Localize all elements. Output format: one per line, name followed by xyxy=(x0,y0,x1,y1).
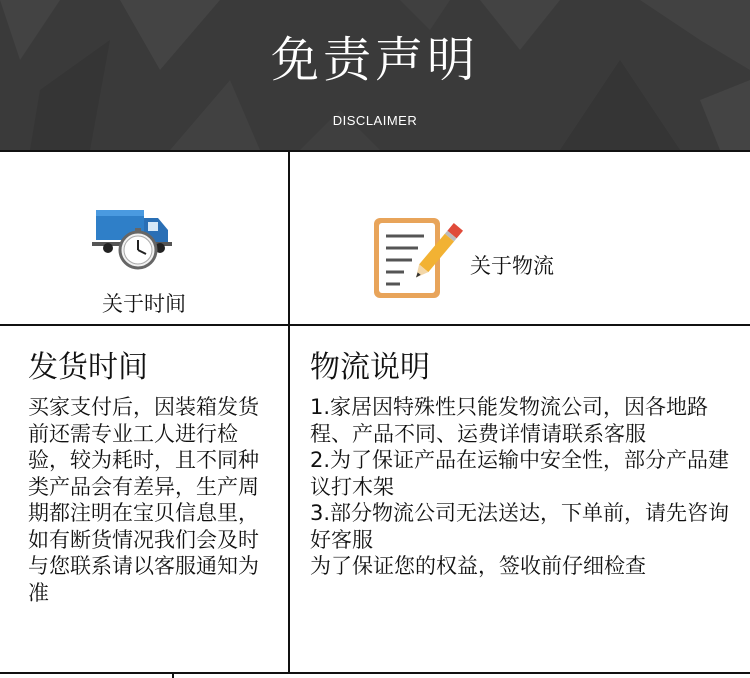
logistics-notes-title: 物流说明 xyxy=(310,350,430,385)
header-banner xyxy=(0,0,750,150)
delivery-truck-clock-icon xyxy=(92,204,176,272)
shipping-time-section xyxy=(0,326,288,672)
logistics-note-3: 3.部分物流公司无法送达，下单前，请先咨询好客服 xyxy=(310,501,730,552)
logistics-info-cell xyxy=(290,152,750,324)
notepad-pencil-icon xyxy=(372,216,464,302)
grid-bottom-tick xyxy=(172,672,174,678)
about-time-label: 关于时间 xyxy=(102,292,186,316)
about-logistics-label: 关于物流 xyxy=(470,254,554,278)
logistics-note-2: 2.为了保证产品在运输中安全性，部分产品建议打木架 xyxy=(310,448,730,499)
disclaimer-grid xyxy=(0,150,750,676)
grid-bottom-divider xyxy=(0,672,750,674)
time-info-cell xyxy=(0,152,288,324)
page-title: 免责声明 xyxy=(270,32,479,88)
logistics-notes-text xyxy=(310,394,730,580)
logistics-note-4: 为了保证您的权益，签收前仔细检查 xyxy=(310,554,646,578)
shipping-time-text: 买家支付后，因装箱发货前还需专业工人进行检验，较为耗时，且不同种类产品会有差异，生产周期都注明在宝贝信息里，如有断货情况我们会及时与您联系请以客服通知为准 xyxy=(28,395,259,605)
page-subtitle: DISCLAIMER xyxy=(332,113,418,128)
logistics-note-1: 1.家居因特殊性只能发物流公司，因各地路程、产品不同、运费详情请联系客服 xyxy=(310,395,709,446)
shipping-time-title: 发货时间 xyxy=(28,350,148,385)
logistics-notes-section xyxy=(290,326,750,672)
